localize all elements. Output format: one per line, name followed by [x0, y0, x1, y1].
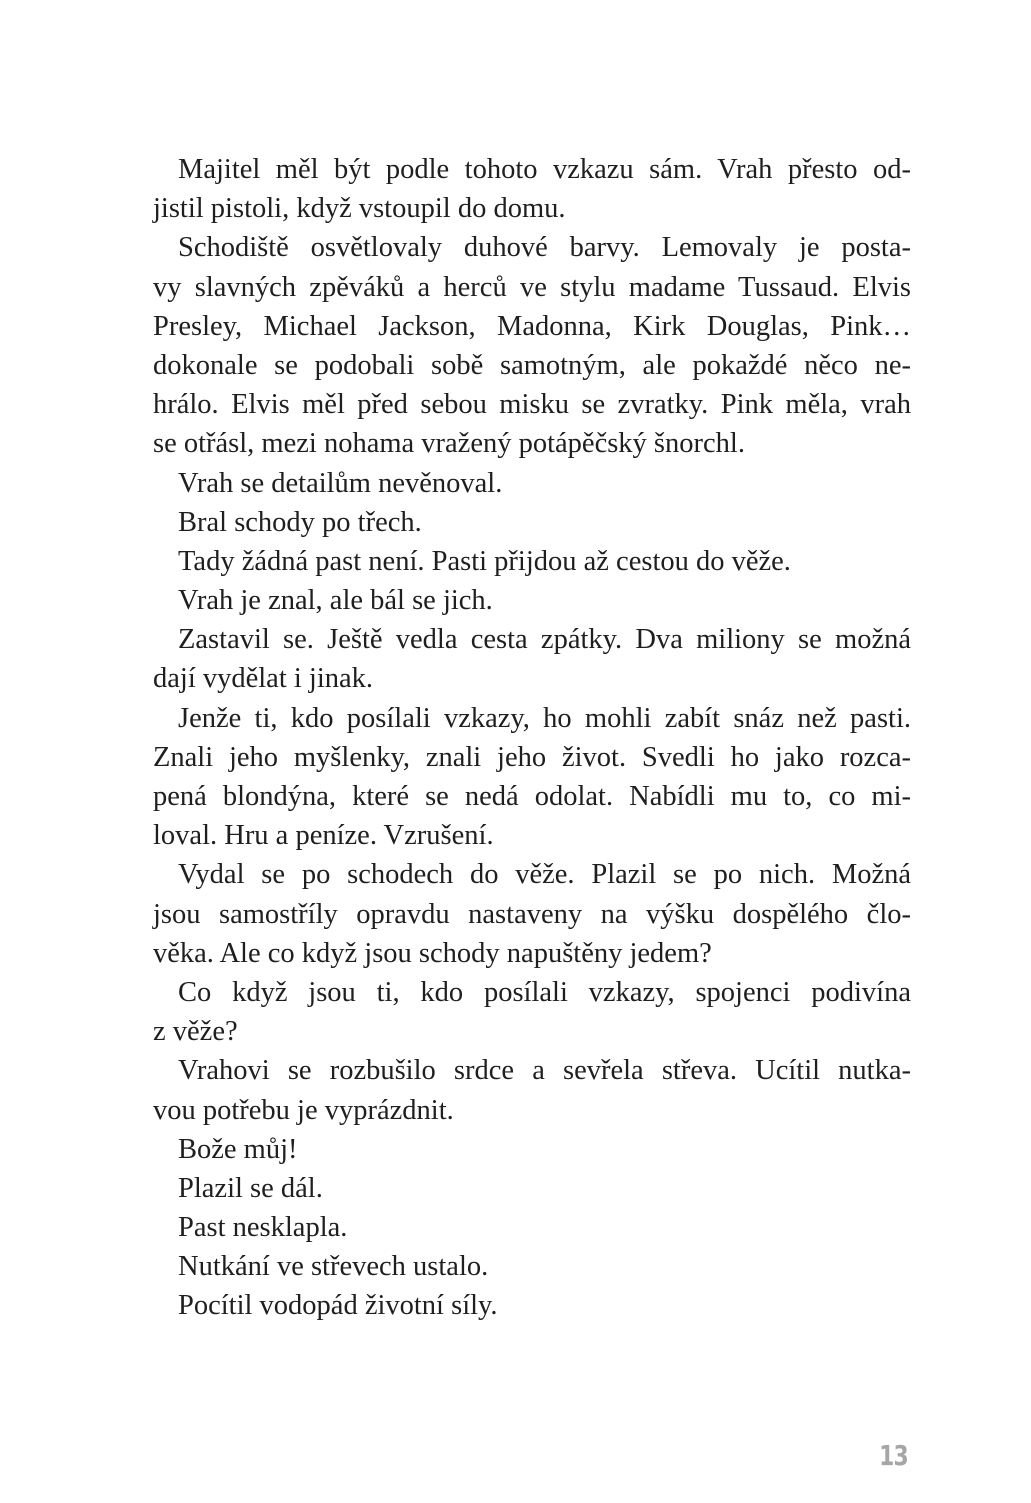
- text-line: Nutkání ve střevech ustalo.: [178, 1251, 489, 1283]
- text-line: Plazil se dál.: [178, 1172, 323, 1204]
- text-line: loval. Hru a peníze. Vzrušení.: [153, 820, 494, 852]
- text-line: Zastavil se. Ještě vedla cesta zpátky. Dva miliony se možná: [178, 624, 911, 656]
- text-line: se otřásl, mezi nohama vražený potápěčský šnorchl.: [153, 428, 745, 460]
- text-line: věka. Ale co když jsou schody napuštěny jedem?: [153, 937, 712, 969]
- text-line: Schodiště osvětlovaly duhové barvy. Lemovaly je posta-: [178, 232, 911, 264]
- text-line: Past nesklapla.: [178, 1212, 348, 1244]
- text-line: jistil pistoli, když vstoupil do domu.: [153, 193, 566, 225]
- text-line: hrálo. Elvis měl před sebou misku se zvratky. Pink měla, vrah: [153, 389, 911, 421]
- text-line: Vydal se po schodech do věže. Plazil se po nich. Možná: [178, 859, 911, 891]
- page-number: 13: [879, 1439, 908, 1472]
- text-line: Vrahovi se rozbušilo srdce a sevřela střeva. Ucítil nutka-: [178, 1055, 911, 1087]
- text-line: z věže?: [153, 1016, 238, 1048]
- text-line: Tady žádná past není. Pasti přijdou až cestou do věže.: [178, 545, 791, 577]
- text-line: dokonale se podobali sobě samotným, ale pokaždé něco ne-: [153, 349, 911, 381]
- text-line: vou potřebu je vyprázdnit.: [153, 1094, 454, 1126]
- text-line: pená blondýna, které se nedá odolat. Nabídli mu to, co mi-: [153, 781, 911, 812]
- text-line: Jenže ti, kdo posílali vzkazy, ho mohli zabít snáz než pasti.: [178, 702, 911, 734]
- text-line: vy slavných zpěváků a herců ve stylu madame Tussaud. Elvis: [153, 271, 911, 303]
- text-line: Co když jsou ti, kdo posílali vzkazy, spojenci podivína: [178, 976, 911, 1008]
- text-line: Bral schody po třech.: [178, 506, 422, 538]
- text-line: Presley, Michael Jackson, Madonna, Kirk Douglas, Pink…: [153, 310, 911, 342]
- text-line: jsou samostříly opravdu nastaveny na výšku dospělého člo-: [153, 898, 911, 930]
- text-line: Vrah je znal, ale bál se jich.: [178, 585, 493, 617]
- text-line: Majitel měl být podle tohoto vzkazu sám. Vrah přesto od-: [178, 154, 911, 185]
- text-line: Znali jeho myšlenky, znali jeho život. Svedli ho jako rozca-: [153, 741, 911, 773]
- text-line: dají vydělat i jinak.: [153, 663, 374, 695]
- text-line: Bože můj!: [178, 1133, 298, 1165]
- text-line: Pocítil vodopád životní síly.: [178, 1290, 498, 1322]
- body-text: [153, 150, 911, 1326]
- text-line: Vrah se detailům nevěnoval.: [178, 467, 503, 499]
